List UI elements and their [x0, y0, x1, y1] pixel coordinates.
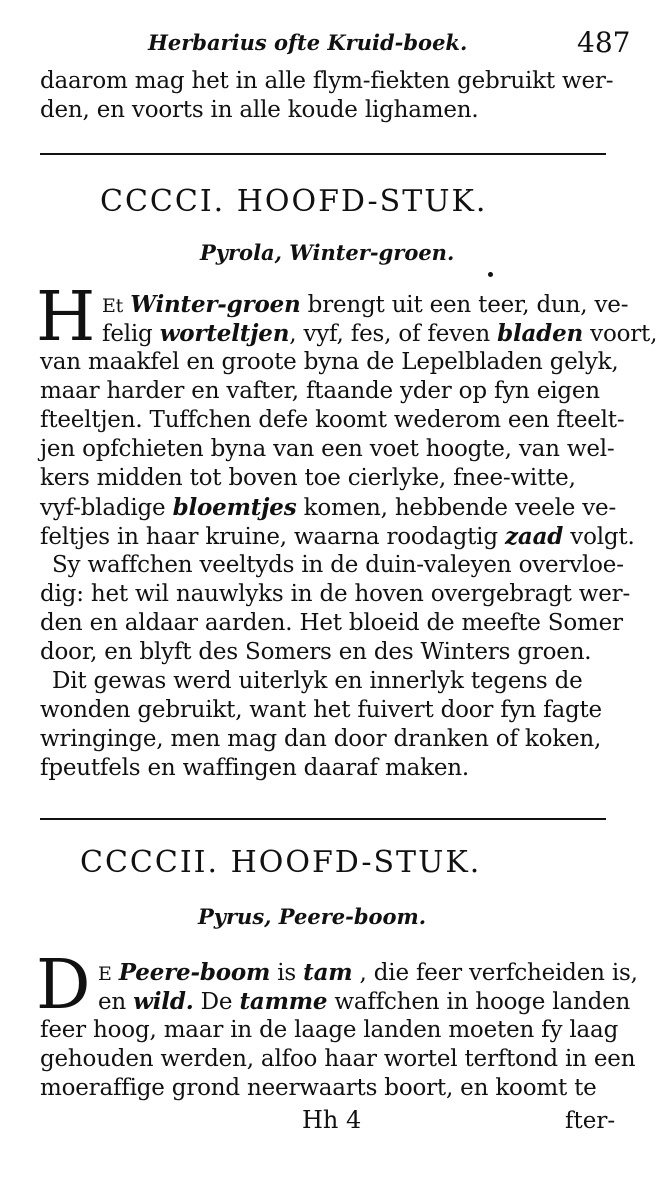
text-line: dig: het wil nauwlyks in de hoven overgebragt wer- [40, 581, 631, 607]
section-rule [40, 818, 606, 820]
text-line: van maakfel en groote byna de Lepelbladen gelyk, [40, 349, 619, 375]
text-line: kers midden tot boven toe cierlyke, fnee-witte, [40, 465, 576, 491]
text-line: den en aldaar aarden. Het bloeid de meefte Somer [40, 610, 623, 636]
page-number: 487 [577, 26, 631, 59]
chapter-heading: CCCCII. HOOFD-STUK. [80, 845, 482, 880]
text-line: door, en blyft des Somers en des Winters groen. [40, 639, 592, 665]
text-line: Et Winter-groen brengt uit een teer, dun, ve- [102, 291, 629, 318]
text-line: gehouden werden, alfoo haar wortel terftond in een [40, 1046, 636, 1072]
text-line: wringinge, men mag dan door dranken of koken, [40, 726, 602, 752]
text-line: en wild. De tamme waffchen in hooge landen [98, 988, 631, 1015]
text-line: vyf-bladige bloemtjes komen, hebbende veele ve- [40, 494, 617, 521]
signature-mark: Hh 4 [302, 1106, 362, 1134]
catchword: fter- [565, 1108, 616, 1134]
drop-capital: H [36, 278, 96, 357]
text-line: fpeutfels en waffingen daaraf maken. [40, 755, 469, 781]
text-line: Dit gewas werd uiterlyk en innerlyk tegens de [52, 668, 583, 694]
ink-dot [488, 272, 493, 277]
text-line: Sy waffchen veeltyds in de duin-valeyen overvloe- [52, 552, 624, 578]
text-line: moeraffige grond neerwaarts boort, en koomt te [40, 1075, 597, 1101]
text-line: feer hoog, maar in de laage landen moeten fy laag [40, 1017, 619, 1043]
text-line: jen opfchieten byna van een voet hoogte, van wel- [40, 436, 615, 462]
chapter-heading: CCCCI. HOOFD-STUK. [100, 184, 488, 219]
running-header: Herbarius ofte Kruid-boek. [148, 30, 468, 55]
chapter-subheading: Pyrus, Peere-boom. [198, 904, 427, 929]
text-line: daarom mag het in alle flym-fiekten gebruikt wer- [40, 68, 614, 94]
text-line: feltjes in haar kruine, waarna roodagtig zaad volgt. [40, 523, 635, 550]
text-line: wonden gebruikt, want het fuivert door fyn fagte [40, 697, 602, 723]
text-line: felig worteltjen, vyf, fes, of feven bladen voort, [102, 320, 657, 347]
text-line: den, en voorts in alle koude lighamen. [40, 97, 479, 123]
chapter-subheading: Pyrola, Winter-groen. [200, 240, 455, 265]
section-rule [40, 153, 606, 155]
text-line: E Peere-boom is tam , die feer verfcheiden is, [98, 959, 638, 986]
text-line: maar harder en vafter, ftaande yder op fyn eigen [40, 378, 600, 404]
drop-capital: D [36, 946, 91, 1025]
text-line: fteeltjen. Tuffchen defe koomt wederom een fteelt- [40, 407, 625, 433]
